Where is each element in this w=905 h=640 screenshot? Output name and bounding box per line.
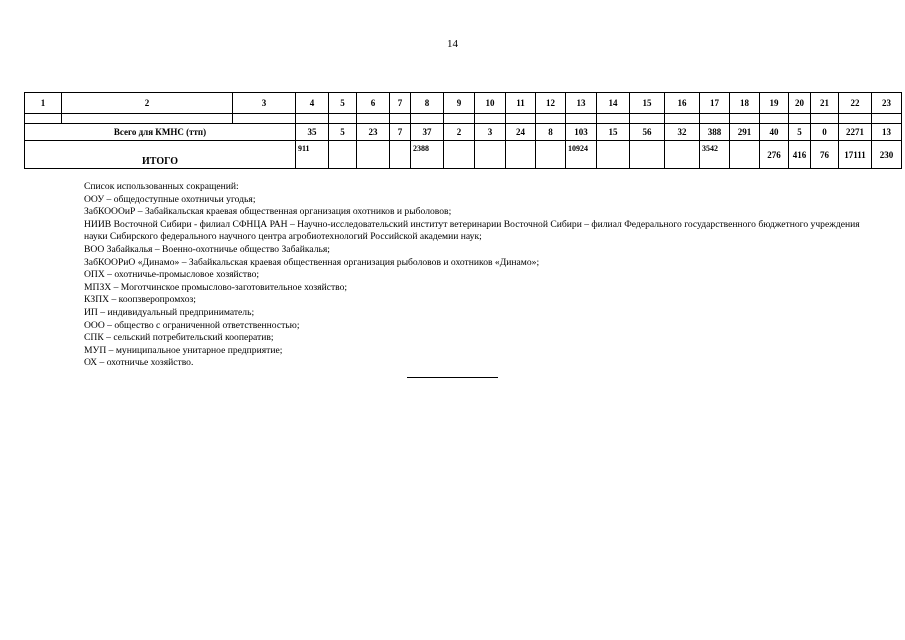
table-cell: 0 — [811, 124, 839, 141]
table-cell: 416 — [789, 141, 811, 169]
header-cell: 21 — [811, 93, 839, 114]
table-cell — [597, 141, 630, 169]
table-cell: 15 — [597, 124, 630, 141]
table-cell: 17111 — [839, 141, 872, 169]
table-cell — [730, 141, 760, 169]
table-cell — [444, 141, 475, 169]
abbreviation-item: ВОО Забайкалья – Военно-охотничье общество Забайкалья; — [84, 243, 330, 255]
table-cell: 32 — [665, 124, 700, 141]
abbreviations-list — [84, 181, 874, 370]
header-cell: 10 — [475, 93, 506, 114]
header-cell: 1 — [25, 93, 62, 114]
table-cell: 2388 — [411, 141, 444, 169]
table-cell: 3 — [475, 124, 506, 141]
abbreviation-item: ОПХ – охотничье-промысловое хозяйство; — [84, 269, 260, 281]
table-cell: 3542 — [700, 141, 730, 169]
table-cell: 103 — [566, 124, 597, 141]
table-cell: 23 — [357, 124, 390, 141]
table-cell: 10924 — [566, 141, 597, 169]
table-cell — [506, 141, 536, 169]
header-cell: 17 — [700, 93, 730, 114]
table-cell: 911 — [296, 141, 329, 169]
data-table — [24, 92, 902, 169]
table-cell: 2 — [444, 124, 475, 141]
table-cell: 40 — [760, 124, 789, 141]
total-row-label: Всего для КМНС (ттп) — [25, 124, 296, 141]
table-cell: 13 — [872, 124, 902, 141]
header-cell: 9 — [444, 93, 475, 114]
table-spacer-row — [25, 114, 902, 124]
table-cell: 56 — [630, 124, 665, 141]
header-cell: 12 — [536, 93, 566, 114]
abbreviation-item: МУП – муниципальное унитарное предприятие; — [84, 344, 283, 356]
header-cell: 8 — [411, 93, 444, 114]
abbreviation-item: ЗабКОООиР – Забайкальская краевая общественная организация охотников и рыболовов; — [84, 206, 452, 218]
table-cell: 37 — [411, 124, 444, 141]
table-cell: 5 — [329, 124, 357, 141]
table-cell — [329, 141, 357, 169]
abbreviation-item: СПК – сельский потребительский кооператив; — [84, 332, 274, 344]
header-cell: 23 — [872, 93, 902, 114]
table-cell — [475, 141, 506, 169]
table-header-row — [25, 93, 902, 114]
abbreviation-item: ИП – индивидуальный предприниматель; — [84, 306, 255, 318]
header-cell: 2 — [62, 93, 233, 114]
header-cell: 3 — [233, 93, 296, 114]
header-cell: 5 — [329, 93, 357, 114]
abbreviation-item: ЗабКООРиО «Динамо» – Забайкальская краевая общественная организация рыболовов и охотников «Динамо»; — [84, 256, 540, 268]
header-cell: 16 — [665, 93, 700, 114]
table-cell: 291 — [730, 124, 760, 141]
header-cell: 19 — [760, 93, 789, 114]
table-cell: 230 — [872, 141, 902, 169]
table-cell: 35 — [296, 124, 329, 141]
table-cell: 5 — [789, 124, 811, 141]
table-row-itogo — [25, 141, 902, 169]
table-row-total — [25, 124, 902, 141]
header-cell: 18 — [730, 93, 760, 114]
table-cell: 8 — [536, 124, 566, 141]
abbreviation-item: НИИВ Восточной Сибири - филиал СФНЦА РАН – Научно-исследовательский институт ветеринарии Восточной Сибири – филиал Федерального государственного бюджетного учреждения науки Сибирского федерального научного центра агробиотехнологий Российской академии наук; — [84, 218, 860, 243]
table-cell: 76 — [811, 141, 839, 169]
header-cell: 22 — [839, 93, 872, 114]
table-cell: 388 — [700, 124, 730, 141]
abbreviation-item: КЗПХ – коопзверопромхоз; — [84, 294, 196, 306]
header-cell: 7 — [390, 93, 411, 114]
end-divider-line — [407, 377, 498, 378]
itogo-row-label: ИТОГО — [25, 141, 296, 169]
table-cell: 276 — [760, 141, 789, 169]
abbreviation-item: МПЗХ – Моготчинское промыслово-заготовительное хозяйство; — [84, 281, 348, 293]
header-cell: 4 — [296, 93, 329, 114]
header-cell: 13 — [566, 93, 597, 114]
header-cell: 6 — [357, 93, 390, 114]
abbreviations-heading: Список использованных сокращений: — [84, 181, 239, 192]
table-cell — [536, 141, 566, 169]
table-cell — [630, 141, 665, 169]
table-cell: 2271 — [839, 124, 872, 141]
header-cell: 20 — [789, 93, 811, 114]
page-number: 14 — [447, 38, 458, 50]
table-cell — [357, 141, 390, 169]
abbreviation-item: ООО – общество с ограниченной ответственностью; — [84, 319, 300, 331]
table-cell: 24 — [506, 124, 536, 141]
header-cell: 15 — [630, 93, 665, 114]
abbreviation-item: ОХ – охотничье хозяйство. — [84, 357, 194, 369]
table-cell — [665, 141, 700, 169]
header-cell: 14 — [597, 93, 630, 114]
abbreviation-item: ООУ – общедоступные охотничьи угодья; — [84, 193, 256, 205]
table-cell — [390, 141, 411, 169]
header-cell: 11 — [506, 93, 536, 114]
table-cell: 7 — [390, 124, 411, 141]
